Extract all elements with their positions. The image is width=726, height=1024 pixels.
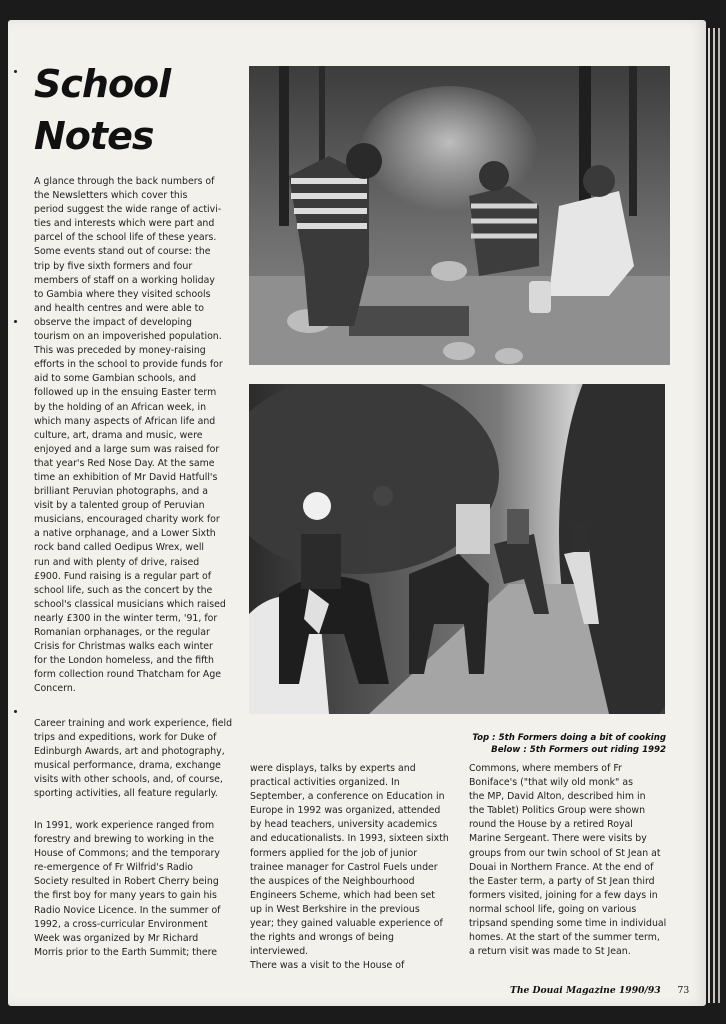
page-number: 73 xyxy=(677,985,690,996)
title-line-2: Notes xyxy=(34,114,154,158)
article-column-3: In 1991, work experience ranged from forestry and brewing to working in the House of Commons; and the temporary re-emergence of Fr Wilfrid's Radio Society resulted in Robert Cherry being the first boy for many years to gain his Radio Novice Licence. In the summer of 1992, a cross-curricular Environment Week was organized by Mr Richard Morris prior to the Earth Summit; there xyxy=(34,820,221,958)
photo-riding xyxy=(249,384,665,714)
article-column-1: A glance through the back numbers of the Newsletters which cover this period suggest the wide range of activi- ties and interests which were part and parcel of the school life of these years. Some events stand out of course: the trip by five sixth formers and four members of staff on a working holiday to Gambia where they visited schools and health centres and were able to observe the impact of developing tourism on an impoverished population. This was preceded by money-raising efforts in the school to provide funds for aid to some Gambian schools, and followed up in the ensuing Easter term by the holding of an African week, in which many aspects of African life and culture, art, drama and music, were enjoyed and a large sum was raised for that year's Red Nose Day. At the same time an exhibition of Mr David Hatfull's brilliant Peruvian photographs, and a visit by a talented group of Peruvian musicians, encouraged charity work for a native orphanage, and a Lower Sixth rock band called Oedipus Wrex, well run and with plenty of drive, raised £900. Fund raising is a regular part of school life, such as the concert by the school's classical musicians which raised nearly £300 in the winter term, '91, for Romanian orphanages, or the regular Crisis for Christmas walks each winter for the London homeless, and the fifth form collection round Thatcham for Age Concern. xyxy=(34,176,226,695)
caption-top: Top : 5th Formers doing a bit of cooking xyxy=(472,733,666,743)
title-line-1: School xyxy=(34,62,171,106)
photo-cooking xyxy=(249,66,670,365)
magazine-name: The Douai Magazine 1990/93 xyxy=(510,985,661,996)
photo-riding-image xyxy=(249,384,665,714)
page-title xyxy=(34,58,170,162)
margin-mark xyxy=(14,70,17,73)
page-edge xyxy=(708,28,710,1003)
margin-mark xyxy=(14,710,17,713)
caption-bottom: Below : 5th Formers out riding 1992 xyxy=(491,745,666,755)
page-footer xyxy=(510,985,689,996)
article-column-5: Commons, where members of Fr Boniface's ("that wily old monk" as the MP, David Alton, described him in the Tablet) Politics Group were shown round the House by a retired Royal Marine Sergeant. There were visits by groups from our twin school of St Jean at Douai in Northern France. At the end of the Easter term, a party of St Jean third formers visited, joining for a few days in normal school life, going on various tripsand spending some time in individual homes. At the start of the summer term, a return visit was made to St Jean. xyxy=(469,763,667,958)
page-edge xyxy=(713,28,715,1003)
margin-mark xyxy=(14,320,17,323)
article-column-2: Career training and work experience, field trips and expeditions, work for Duke of Edinburgh Awards, art and photography, musical performance, drama, exchange visits with other schools, and, of course, sporting activities, all feature regularly. xyxy=(34,718,233,800)
photo-caption xyxy=(472,732,666,756)
page-edge xyxy=(718,28,720,1003)
photo-cooking-image xyxy=(249,66,670,365)
article-column-4: were displays, talks by experts and practical activities organized. In September, a conference on Education in Europe in 1992 was organized, attended by head teachers, university academics and educationalists. In 1993, sixteen sixth formers applied for the job of junior trainee manager for Castrol Fuels under the auspices of the Neighbourhood Engineers Scheme, which had been set up in West Berkshire in the previous year; they gained valuable experience of the rights and wrongs of being interviewed. There was a visit to the House of xyxy=(250,763,449,972)
